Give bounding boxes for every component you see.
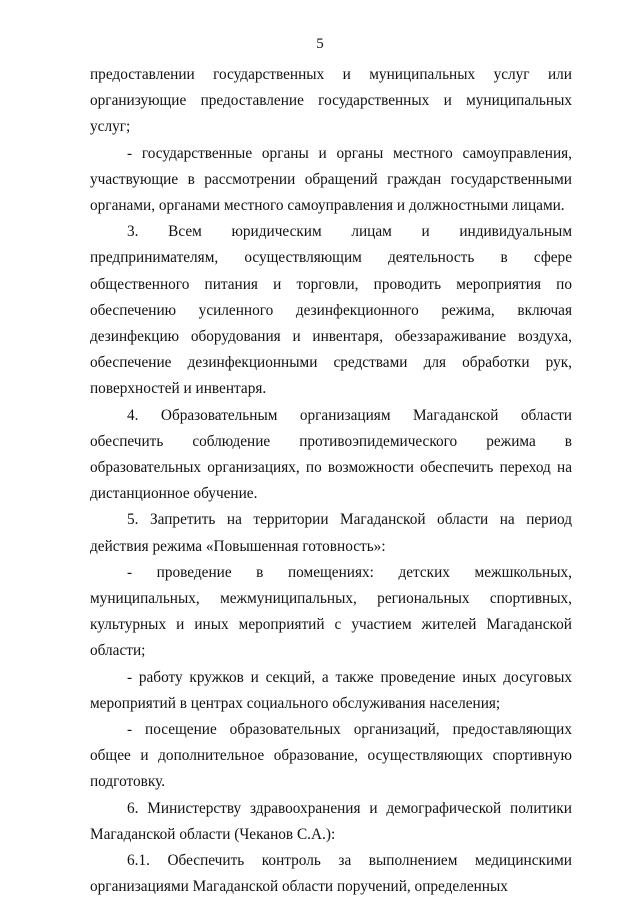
page-number: 5 <box>316 36 324 52</box>
paragraph-list-item-events: - проведение в помещениях: детских межшкольных, муниципальных, межмуниципальных, региональных спортивных, культурных и иных мероприятий с участием жителей Магаданской области; <box>90 563 572 660</box>
paragraph-list-item-state-bodies: - государственные органы и органы местного самоуправления, участвующие в рассмотрении обращений граждан государственными органами, органами местного самоуправления и должностными лицами. <box>90 144 572 215</box>
paragraph-item-4: 4. Образовательным организациям Магаданской области обеспечить соблюдение противоэпидемического режима в образовательных организациях, по возможности обеспечить переход на дистанционное обучение. <box>90 406 572 503</box>
paragraph-continuation: предоставлении государственных и муниципальных услуг или организующие предоставление государственных и муниципальных услуг; <box>90 66 572 136</box>
document-body <box>90 62 572 901</box>
paragraph-item-6: 6. Министерству здравоохранения и демографической политики Магаданской области (Чеканов С.А.): <box>90 799 572 843</box>
paragraph-list-item-clubs: - работу кружков и секций, а также проведение иных досуговых мероприятий в центрах социального обслуживания населения; <box>90 668 572 712</box>
paragraph-list-item-education: - посещение образовательных организаций, предоставляющих общее и дополнительное образование, осуществляющих спортивную подготовку. <box>90 721 572 791</box>
paragraph-item-6-1: 6.1. Обеспечить контроль за выполнением медицинскими организациями Магаданской области поручений, определенных <box>90 852 572 896</box>
paragraph-item-5: 5. Запретить на территории Магаданской области на период действия режима «Повышенная готовность»: <box>90 511 572 555</box>
paragraph-item-3: 3. Всем юридическим лицам и индивидуальным предпринимателям, осуществляющим деятельность в сфере общественного питания и торговли, проводить мероприятия по обеспечению усиленного дезинфекционного режима, включая дезинфекцию оборудования и инвентаря, обеззараживание воздуха, обеспечение дезинфекционными средствами для обработки рук, поверхностей и инвентаря. <box>90 223 572 398</box>
